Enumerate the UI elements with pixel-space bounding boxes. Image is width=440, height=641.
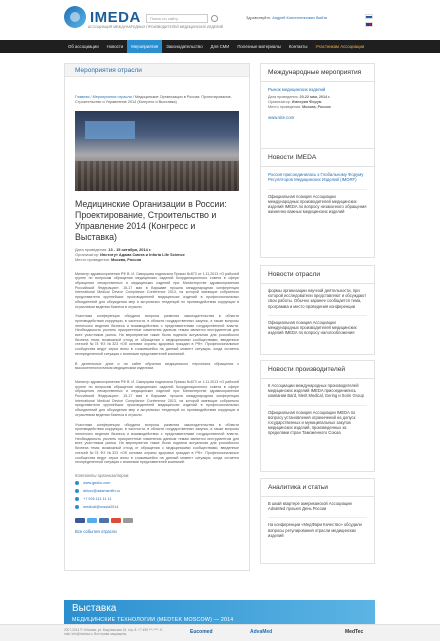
logo-text: IMEDA: [90, 8, 141, 26]
place-label: Место проведения:: [268, 105, 302, 109]
twitter-icon[interactable]: [87, 518, 97, 523]
phone-icon: [75, 497, 79, 501]
section-title: Мероприятия отрасли: [65, 64, 249, 77]
divider: [268, 405, 367, 406]
english-flag-icon[interactable]: [365, 22, 373, 27]
place-label: Место проведения:: [75, 257, 110, 263]
sidebar-events-title: Международные мероприятия: [261, 64, 374, 82]
place-value: Москва, Россия: [110, 257, 142, 263]
nav-contacts[interactable]: Контакты: [288, 44, 308, 49]
breadcrumb-separator: /: [131, 95, 135, 99]
contact-email2-text[interactable]: medical@russia2014: [83, 505, 119, 510]
divider: [268, 315, 367, 316]
sidebar-producers-text[interactable]: Официальная позиция Ассоциации IMEDA по вопросу установления ограничений на допуск государственных и муниципальных закупок медицинских изделий, произведенных за пределами стран Таможенного Союза: [268, 409, 356, 436]
contact-email-2[interactable]: [75, 505, 239, 510]
divider: [268, 517, 367, 518]
nav-members[interactable]: Участникам Ассоциации: [315, 44, 365, 49]
banner-title: Выставка: [72, 603, 117, 614]
date-label: Дата проведения:: [268, 95, 299, 100]
contact-email[interactable]: [75, 489, 239, 494]
breadcrumb-current: Медицинские Организации в России: Проектирование, Строительство и Управление 2014 (Конгресс и Выставка): [75, 95, 232, 104]
sidebar-analytics-title: Аналитика и статьи: [261, 479, 374, 497]
sidebar-event-meta: [268, 95, 367, 109]
contacts-label: Контакты организаторов:: [75, 472, 130, 478]
greeting-text: Здравствуйте,: [246, 16, 272, 20]
organizer-label: Организатор:: [75, 252, 100, 258]
body-paragraph: Министр здравоохранения РФ В. И. Скворцова подписала Приказ №873 от 1.11.2013 «О рабочей группе по вопросам обращения медицинских изделий Координационного совета в сфере обращения лекарственных и медицинских изделий при Министерстве здравоохранения Российской Федерации». 15-17 мая в Варшаве прошла международная конференция International Medical Device Compliance Conference 2013, на которой имеющие собранного представителя крупнейших производителей медицинских изделий в профессиональных объединений для обсуждения мер и актуальных тенденций по противодействию коррупции в отраслевом ведении бизнеса в отрасли.: [75, 379, 239, 417]
event-photo: [75, 111, 239, 191]
divider: [268, 189, 367, 190]
contact-phone-text: +7 926 111 11 11: [83, 497, 112, 502]
share-buttons: [75, 518, 239, 523]
main-content: [64, 63, 250, 571]
sidebar-producers-title: Новости производителей: [261, 361, 374, 379]
sidebar-producer-news: [260, 360, 375, 472]
medtec-logo[interactable]: MedTec: [345, 629, 364, 635]
nav-media[interactable]: Для СМИ: [210, 44, 230, 49]
date-label: Дата проведения:: [75, 247, 108, 252]
organizer-label: Организатор:: [268, 100, 291, 105]
sidebar-analytics-text[interactable]: В шкай квартере американской Ассоциации AdvaMed прошел День России: [268, 501, 352, 512]
search-icon[interactable]: [211, 15, 218, 22]
date-value: 20-22 мая, 2014 г.: [299, 95, 331, 100]
nav-about[interactable]: Об ассоциации: [68, 44, 99, 49]
sidebar-event-site[interactable]: www.site.com: [268, 114, 295, 120]
sidebar-imeda-news: [260, 148, 375, 258]
sidebar-news-text[interactable]: Официальная позиция Ассоциации международных производителей медицинских изделий IMEDA по вопросу незаконного обращения жизненно важных медицинских изделий: [268, 193, 367, 215]
share-icon[interactable]: [123, 518, 133, 523]
sidebar-industry-text[interactable]: Официальная позиция Ассоциации международных производителей медицинских изделий IMEDA по вопросу налогообложения: [268, 319, 357, 336]
breadcrumb: [75, 95, 239, 105]
sidebar-producers-text[interactable]: К Ассоциации международных производителей медицинских изделий IMEDA присоединились компании Bard, Merit Medical, Gering и Sorin Group: [268, 383, 364, 399]
footer-copyright: 2007-2014 © «Москва, ул. Бакунинская 16, стр. 8. +7 495 ***-****. E-mail: info@imeda.ru. Все права защищены.: [64, 628, 164, 636]
sidebar-analytics: [260, 478, 375, 564]
contact-phone: [75, 497, 239, 502]
body-paragraph: Участники конференции обсудили вопросы развития законодательства в области противодействия коррупции, в частности, в области государственных закупок, а также вопросы этического ведения бизнеса и взаимодействия с представителями государственной власти. Необходимость усилить приоритетные изменения данным темам является инструментом для всех участников рынка. На мероприятии также была подняла актуальная для российского бизнеса тема: возможный отход от обращения с медицинскими сообществами, введенные статьей №74 ФЗ №323 «Об основах охраны здоровья граждан в РФ». Профессиональные сообщества ведут серьи воны в сложившейся на данный момент ситуации, когда остается неопределенной ситуация с влиятами представителей компаний.: [75, 422, 239, 465]
vk-icon[interactable]: [99, 518, 109, 523]
event-headline: Медицинские Организации в России: Проектирование, Строительство и Управление 2014 (Конгресс и Выставка): [75, 199, 227, 242]
contact-site-text[interactable]: www.gesbc.com: [83, 481, 111, 486]
googleplus-icon[interactable]: [111, 518, 121, 523]
contact-site[interactable]: [75, 481, 239, 486]
sidebar-events: [260, 63, 375, 161]
mail-icon: [75, 505, 79, 509]
date-value: 13 - 15 октября, 2014 г.: [108, 247, 152, 252]
sidebar-event-link[interactable]: Рынок медицинских изделий: [268, 87, 326, 92]
body-paragraph: Участники конференции обсудили вопросы развития законодательства в области противодействия коррупции, в частности, в области государственных закупок, а также вопросы этического ведения бизнеса и взаимодействия с представителями государственной власти. Необходимость усилить приоритетные изменения данным темам является инструментом для всех участников рынка. На мероприятии также была подняла актуальная для российского бизнеса тема: возможный отход от обращения с медицинскими сообществами, введенные статьей №74 ФЗ №323 «Об основах охраны здоровья граждан в РФ». Профессиональные сообщества ведут серьи воны в сложившейся на данный момент ситуации, когда остается неопределенной ситуация с влиятами представителей компаний.: [75, 314, 239, 356]
search-input[interactable]: Поиск по сайту: [146, 14, 208, 23]
eucomed-logo[interactable]: Eucomed: [190, 629, 213, 635]
organizer-value: Институт Адама Смита и Inforia Life Science: [100, 252, 185, 258]
site-footer: [0, 624, 440, 641]
facebook-icon[interactable]: [75, 518, 85, 523]
breadcrumb-section[interactable]: Мероприятия отрасли: [92, 95, 132, 99]
sidebar-industry-news: [260, 265, 375, 355]
sidebar-industry-text[interactable]: формы организации научной деятельности, при которой исследователи представляют и обсуждают свои работы. Обычно заранее сообщается тема, программа и место проведения конференции: [268, 288, 367, 309]
globe-icon: [75, 481, 79, 485]
sidebar-news-title: Новости IMEDA: [261, 149, 374, 167]
banner-subtitle: МЕДИЦИНСКИЕ ТЕХНОЛОГИИ (MEDTEK MOSCOW) — 2014: [72, 617, 234, 623]
contact-email-text[interactable]: ahkov@adamsmith.ru: [83, 489, 120, 494]
nav-materials[interactable]: Полезные материалы: [237, 44, 281, 49]
nav-events[interactable]: Мероприятия: [127, 40, 162, 53]
sidebar-analytics-text[interactable]: На конференции «МедФарм Качество» обсудили вопросы регулирования отрасли медицинских изделий: [268, 522, 362, 538]
breadcrumb-home[interactable]: Главная: [75, 95, 90, 99]
body-paragraph: В деятельных днях и на сайте обучения медицинского персонала обращения к высокотехнологичным медицинским изделиям.: [75, 361, 239, 371]
logo-subtitle: АССОЦИАЦИЯ МЕЖДУНАРОДНЫХ ПРОИЗВОДИТЕЛЕЙ МЕДИЦИНСКИХ ИЗДЕЛИЙ: [88, 25, 224, 29]
main-nav: [0, 40, 440, 53]
logout-link[interactable]: Выйти: [315, 16, 328, 20]
logo-icon: [64, 6, 86, 28]
breadcrumb-separator: /: [89, 95, 93, 99]
body-paragraph: Министр здравоохранения РФ В. И. Скворцова подписала Приказ №873 от 1.11.2013 «О рабочей группе по вопросам обращения медицинских изделий Координационного совета в сфере обращения лекарственных и медицинских изделий при Министерстве здравоохранения Российской Федерации». 15-17 мая в Варшаве прошла международная конференция International Medical Device Compliance Conference 2013, на которой имеющие собранного представителя крупнейших производителей медицинских изделий в профессиональных объединений для обсуждения мер и актуальных тенденций по противодействию коррупции в отраслевом ведении бизнеса в отрасли.: [75, 271, 239, 309]
sidebar-industry-title: Новости отрасли: [261, 266, 374, 284]
site-header: [0, 0, 440, 40]
user-greeting: [246, 16, 327, 20]
mail-icon: [75, 489, 79, 493]
russian-flag-icon[interactable]: [365, 14, 373, 19]
organizer-value: Империя Форум: [291, 100, 322, 105]
user-name-link[interactable]: Андрей Константинович: [272, 16, 315, 20]
nav-legislation[interactable]: Законодательство: [166, 44, 203, 49]
sidebar-news-link[interactable]: Россия присоединилась к Глобальному Форуму Регуляторов Медицинских Изделий (IMDRF): [268, 172, 364, 183]
nav-news[interactable]: Новости: [106, 44, 124, 49]
all-events-link[interactable]: Все события отрасли: [75, 528, 117, 534]
advamed-logo[interactable]: AdvaMed: [250, 629, 273, 635]
place-value: Москва, Россия: [302, 105, 331, 109]
event-meta: [75, 247, 239, 263]
